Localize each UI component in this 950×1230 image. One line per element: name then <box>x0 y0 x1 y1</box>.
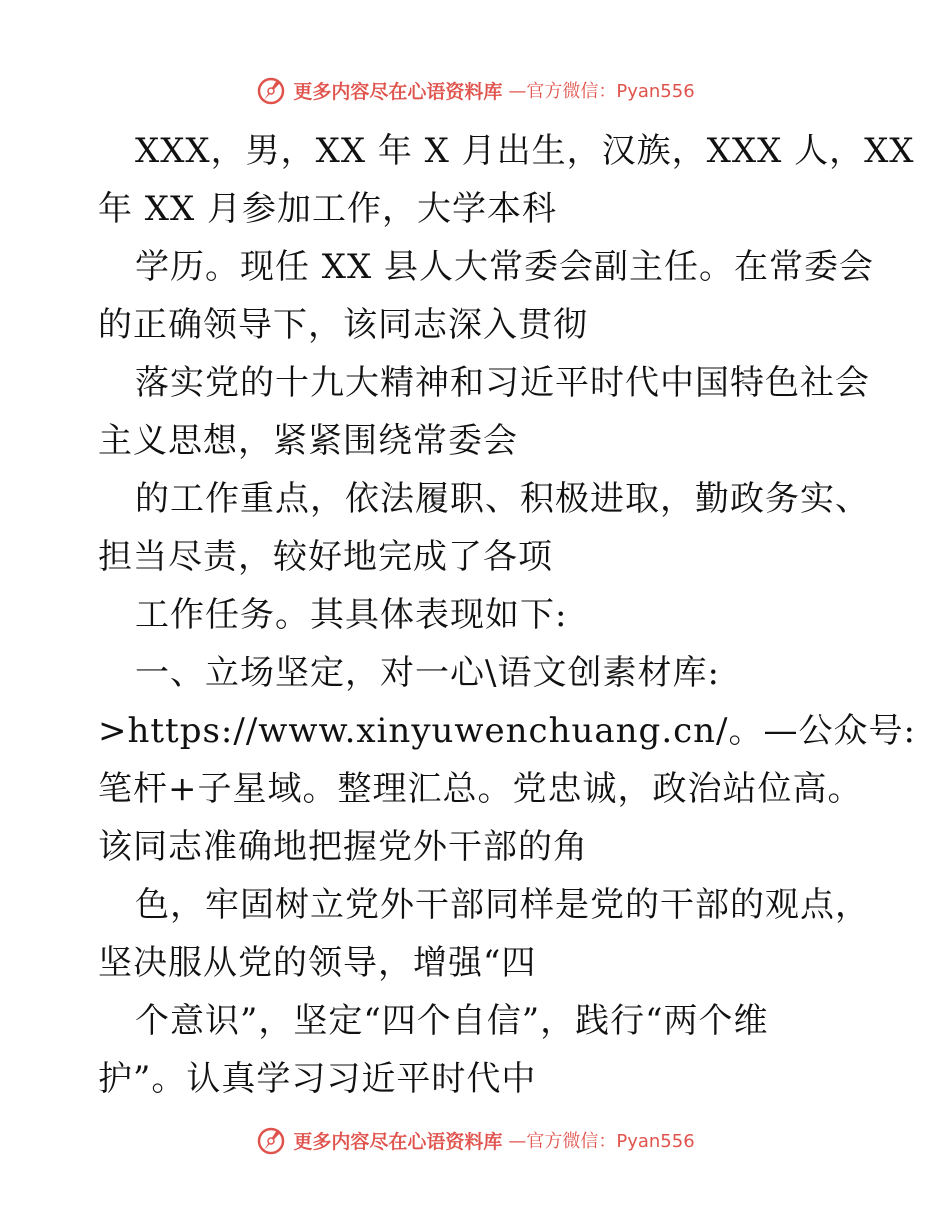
body-line-7: 的工作重点，依法履职、积极进取，勤政务实、 <box>135 479 870 519</box>
body-line-8: 担当尽责，较好地完成了各项 <box>98 537 553 577</box>
body-line-17: 护”。认真学习习近平时代中 <box>98 1059 537 1099</box>
body-line-14: 色，牢固树立党外干部同样是党的干部的观点， <box>135 885 870 925</box>
body-line-13: 该同志准确地把握党外干部的角 <box>98 827 588 867</box>
body-line-15: 坚决服从党的领导，增强“四 <box>98 943 537 983</box>
body-line-10: 一、立场坚定，对一心\语文创素材库: <box>135 653 720 693</box>
banner-brand-text: 更多内容尽在心语资料库 <box>293 80 503 103</box>
body-line-2: 年 XX 月参加工作，大学本科 <box>98 189 558 229</box>
body-line-11: >https://www.xinyuwenchuang.cn/。—公众号: <box>98 711 916 751</box>
body-line-3: 学历。现任 XX 县人大常委会副主任。在常委会 <box>135 247 875 287</box>
banner-contact-text: —官方微信：Pyan556 <box>508 81 695 102</box>
header-watermark-banner <box>0 70 950 110</box>
quill-logo-icon <box>255 1124 287 1156</box>
banner-contact-text: —官方微信：Pyan556 <box>508 1131 695 1152</box>
body-line-9: 工作任务。其具体表现如下: <box>135 595 568 635</box>
footer-watermark-banner <box>0 1120 950 1160</box>
body-line-6: 主义思想，紧紧围绕常委会 <box>98 421 518 461</box>
body-line-4: 的正确领导下，该同志深入贯彻 <box>98 305 588 345</box>
banner-brand-text: 更多内容尽在心语资料库 <box>293 1130 503 1153</box>
body-line-12: 笔杆+子星域。整理汇总。党忠诚，政治站位高。 <box>98 769 863 809</box>
body-line-5: 落实党的十九大精神和习近平时代中国特色社会 <box>135 363 870 403</box>
body-line-16: 个意识”，坚定“四个自信”，践行“两个维 <box>135 1001 769 1041</box>
body-line-1: XXX，男，XX 年 X 月出生，汉族，XXX 人，XX <box>135 131 915 171</box>
quill-logo-icon <box>255 74 287 106</box>
document-body <box>98 122 916 1108</box>
